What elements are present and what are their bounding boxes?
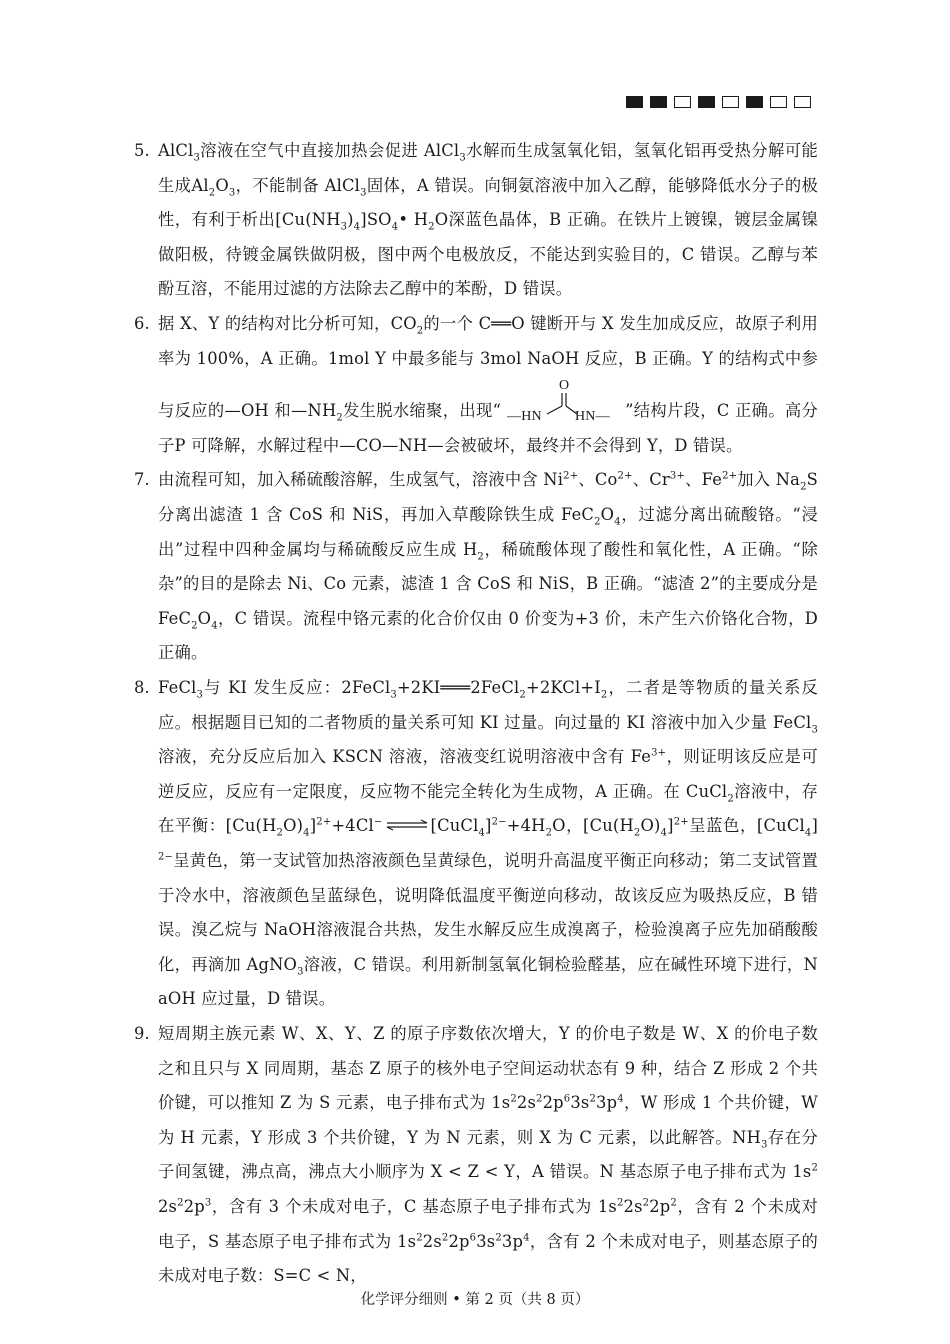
text: 2p	[183, 1197, 205, 1217]
text: 2s	[623, 1197, 643, 1217]
text: O)	[640, 816, 661, 836]
text: ]	[309, 816, 317, 836]
text: ]SO	[360, 210, 392, 230]
question-9: 9. 短周期主族元素 W、X、Y、Z 的原子序数依次增大，Y 的价电子数是 W、X 的价电子数之和且只与 X 同周期，基态 Z 原子的核外电子空间运动状态有 9 种，结合 Z 形成 2 个共价键，可以推知 Z 为 S 元素，电子排布式为 $1s^22s^22p^63s^23p^4$，W 形成 1 个共价键，W 为 H 元素，Y 形成 3 个共价键，Y 为 N 元素，则 X 为 C 元素，以此解答。$NH_3$存在分子间氢键，沸点高，沸点大小顺序为 X < Z < Y，A 错误。N 基态原子电子排布式为 $1s^22s^22p^3$，含有 3 个未成对电子，C 基态原子电子排布式为 $1s^22s^22p^2$，含有 2 个未成对电子，S 基态原子电子排布式为 $1s^22s^22p^63s^23p^4$，含有 2 个未成对电子，则基态原子的未成对电子数：S=C < N，	[128, 1017, 818, 1294]
question-5: 5. AlCl$_3$溶液在空气中直接加热会促进 AlCl$_3$水解而生成氢氧化铝，氢氧化铝再受热分解可能生成$Al_2O_3$，不能制备 AlCl$_3$固体，A 错误。向铜氨溶液中加入乙醇，能够降低水分子的极性，有利于析出$[Cu(NH_3)_4]SO_4•$ $H_2O$深蓝色晶体，B 正确。在铁片上镀镍，镀层金属镍做阳极，待镀金属铁做阴极，图中两个电极放反，不能达到实验目的，C 错误。乙醇与苯酚互溶，不能用过滤的方法除去乙醇中的苯酚，D 错误。	[128, 134, 818, 307]
urea-structure-fragment	[507, 376, 619, 424]
text: S 分离出滤渣 1 含 CoS 和 NiS，再加入草酸除铁生成 FeC	[158, 470, 818, 524]
page-mark	[746, 96, 763, 108]
text: 据 X、Y 的结构对比分析可知，CO	[158, 313, 417, 333]
question-6: 6. 据 X、Y 的结构对比分析可知，$CO_2$的一个 C══O 键断开与 X 发生加成反应，故原子利用率为 100%，A 正确。1mol Y 中最多能与 3mol NaOH 反应，B 正确。Y 的结构式中参与反应的—OH 和$—NH_2$发生脱水缩聚，出现“ O —HN HN— ”结构片段，C 正确。高分子P 可降解，水解过程中—CO—NH—会被破坏，最终并不会得到 Y，D 错误。	[128, 307, 818, 463]
text: 溶液，C 错误。利用新制氢氧化铜检验醛基，应在碱性环境下进行，NaOH 应过量，D 错误。	[158, 954, 818, 1009]
text: 存在分子间氢键，沸点高，沸点大小顺序为 X < Z < Y，A 错误。N 基态原子电子排布式为 1s	[158, 1127, 818, 1182]
text: 加入 Na	[737, 470, 801, 490]
text: 、Cr	[632, 470, 670, 490]
equilibrium-arrow-icon	[385, 809, 429, 844]
text: ，含有 2 个未成对电子，S 基态原子电子排布式为 1s	[158, 1197, 818, 1251]
question-number: 5.	[134, 141, 150, 160]
text: 2s	[158, 1197, 178, 1217]
text: ，不能制备 AlCl	[235, 175, 361, 195]
text: 3p	[596, 1093, 618, 1113]
text: O)	[283, 816, 304, 836]
question-7: 7. 由流程可知，加入稀硫酸溶解，生成氢气，溶液中含 $Ni^{2+}$、$Co^{2+}$、$Cr^{3+}$、$Fe^{2+}$加入 $Na_2S$ 分离出滤渣 1 含 CoS 和 NiS，再加入草酸除铁生成 $FeC_2O_4$，过滤分离出硫酸铬。“浸出”过程中四种金属均与稀硫酸反应生成 $H_2$，稀硫酸体现了酸性和氧化性，A 正确。“除杂”的目的是除去 Ni、Co 元素，滤渣 1 含 CoS 和 NiS，B 正确。“滤渣 2”的主要成分是 $FeC_2O_4$，C 错误。流程中铬元素的化合价仅由 0 价变为+3 价，未产生六价铬化合物，D 正确。	[128, 463, 818, 671]
text: ，C 错误。流程中铬元素的化合价仅由 0 价变为+3 价，未产生六价铬化合物，D 正确。	[158, 608, 818, 663]
text: [CuCl	[430, 816, 479, 836]
text: O深蓝色晶体，B 正确。在铁片上镀镍，镀层金属镍做阳极，待镀金属铁做阴极，图中两个电极放反，不能达到实验目的，C 错误。乙醇与苯酚互溶，不能用过滤的方法除去乙醇中的苯酚，D 错误。	[158, 210, 818, 299]
bond-left	[547, 406, 562, 414]
structure-oxygen: O	[559, 378, 570, 394]
page-mark	[674, 96, 691, 108]
text: ，含有 3 个未成对电子，C 基态原子电子排布式为 1s	[211, 1197, 617, 1217]
text: 固体，A 错误。向铜氨溶液中加入乙醇，能够降低水分子的极性，有利于析出[Cu(NH	[158, 175, 818, 230]
question-8: 8. FeCl$_3$与 KI 发生反应：$2FeCl_3+2KI═══2FeCl_2+2KCl+I_2$，二者是等物质的量关系反应。根据题目已知的二者物质的量关系可知 KI 过量。向过量的 KI 溶液中加入少量 FeCl$_3$溶液，充分反应后加入 KSCN 溶液，溶液变红说明溶液中含有 $Fe^{3+}$，则证明该反应是可逆反应，反应有一定限度，反应物不能完全转化为生成物，A 正确。在 CuCl$_2$溶液中，存在平衡：$[Cu(H_2O)_4]^{2+}+4Cl^-$ $[CuCl_4]^{2-}+4H_2O$，$[Cu(H_2O)_4]^{2+}$呈蓝色，[CuCl$_4$]$^{2-}$呈黄色，第一支试管加热溶液颜色呈黄绿色，说明升高温度平衡正向移动；第二支试管置于冷水中，溶液颜色呈蓝绿色，说明降低温度平衡逆向移动，故该反应为吸热反应，B 错误。溴乙烷与 NaOH溶液混合共热，发生水解反应生成溴离子，检验溴离子应先加硝酸酸化，再滴加 AgNO$_3$溶液，C 错误。利用新制氢氧化铜检验醛基，应在碱性环境下进行，NaOH 应过量，D 错误。	[128, 671, 818, 1017]
text: 2p	[649, 1197, 671, 1217]
text: 呈黄色，第一支试管加热溶液颜色呈黄绿色，说明升高温度平衡正向移动；第二支试管置于冷水中，溶液颜色呈蓝绿色，说明降低温度平衡逆向移动，故该反应为吸热反应，B 错误。溴乙烷与 NaOH溶液混合共热，发生水解反应生成溴离子，检验溴离子应先加硝酸酸化，再滴加 AgNO	[158, 851, 818, 974]
text: ”结构片段，C 正确。高分子P 可降解，水解过程中—CO—NH—会被破坏，最终并不会得到 Y，D 错误。	[158, 401, 819, 455]
page-marks	[626, 96, 811, 108]
text: O，[Cu(H	[552, 816, 634, 836]
text: ，稀硫酸体现了酸性和氧化性，A 正确。“除杂”的目的是除去 Ni、Co 元素，滤渣 1 含 CoS 和 NiS，B 正确。“滤渣 2”的主要成分是 FeC	[158, 539, 818, 628]
text: O	[197, 608, 212, 628]
text: ，含有 2 个未成对电子，则基态原子的未成对电子数：S=C < N，	[158, 1231, 818, 1286]
text: 溶液中，存在平衡：[Cu(H	[158, 781, 818, 836]
page-mark	[698, 96, 715, 108]
text: 2s	[422, 1231, 442, 1251]
text: ]	[667, 816, 674, 836]
text: 溶液，充分反应后加入 KSCN 溶液，溶液变红说明溶液中含有 Fe	[158, 747, 652, 767]
text: • H	[398, 210, 429, 230]
page-mark	[650, 96, 667, 108]
question-number: 8.	[134, 677, 150, 697]
text: 2s	[516, 1093, 537, 1113]
text: 由流程可知，加入稀硫酸溶解，生成氢气，溶液中含 Ni	[158, 470, 564, 490]
text: 3p	[501, 1231, 524, 1251]
page-mark	[770, 96, 787, 108]
text: 2p	[448, 1231, 470, 1251]
text: 、Fe	[685, 470, 723, 490]
text: +2KCl+I	[525, 677, 601, 697]
text: 3s	[570, 1093, 590, 1113]
page-mark	[794, 96, 811, 108]
text: +2KI═══2FeCl	[396, 677, 520, 697]
text: 水解而生成氢氧化铝，氢氧化铝再受热分解可能生成Al	[158, 141, 818, 195]
text: ，二者是等物质的量关系反应。根据题目已知的二者物质的量关系可知 KI 过量。向过量的 KI 溶液中加入少量 FeCl	[158, 677, 819, 732]
text: FeCl	[158, 677, 197, 697]
text: 与 KI 发生反应：2FeCl	[203, 677, 391, 697]
text: 溶液在空气中直接加热会促进 AlCl	[200, 141, 460, 160]
text: ，则证明该反应是可逆反应，反应有一定限度，反应物不能完全转化为生成物，A 正确。在 CuCl	[158, 747, 818, 801]
text: 呈蓝色，[CuCl	[688, 816, 805, 836]
page-footer: 化学评分细则 • 第 2 页（共 8 页）	[360, 1292, 590, 1308]
question-number: 7.	[134, 470, 150, 490]
text: ]	[485, 816, 492, 836]
text: AlCl	[158, 141, 194, 160]
text: ，W 形成 1 个共价键，W 为 H 元素，Y 形成 3 个共价键，Y 为 N 元素，则 X 为 C 元素，以此解答。NH	[158, 1093, 819, 1147]
text: )	[347, 210, 354, 230]
text: 3s	[476, 1231, 496, 1251]
question-number: 6.	[134, 313, 150, 333]
text: ，过滤分离出硫酸铬。“浸出”过程中四种金属均与稀硫酸反应生成 H	[158, 504, 818, 559]
page-mark	[626, 96, 643, 108]
text: ]	[811, 816, 819, 836]
answer-content	[128, 134, 818, 1294]
structure-left-group: —HN	[507, 409, 542, 425]
text: O	[600, 504, 615, 524]
question-number: 9.	[134, 1024, 150, 1044]
text: +4H	[506, 816, 546, 836]
structure-right-group: HN—	[575, 409, 610, 425]
text: O	[215, 175, 229, 195]
text: 的一个 C══O 键断开与 X 发生加成反应，故原子利用率为 100%，A 正确。1mol Y 中最多能与 3mol NaOH 反应，B 正确。Y 的结构式中参与反应的—OH 和—NH	[158, 313, 818, 421]
text: 发生脱水缩聚，出现“	[342, 401, 502, 421]
text: 、Co	[578, 470, 618, 490]
text: 短周期主族元素 W、X、Y、Z 的原子序数依次增大，Y 的价电子数是 W、X 的价电子数之和且只与 X 同周期，基态 Z 原子的核外电子空间运动状态有 9 种，结合 Z 形成 2 个共价键，可以推知 Z 为 S 元素，电子排布式为 1s	[158, 1024, 818, 1113]
text: 2p	[542, 1093, 564, 1113]
text: +4Cl	[331, 816, 374, 836]
page-mark	[722, 96, 739, 108]
